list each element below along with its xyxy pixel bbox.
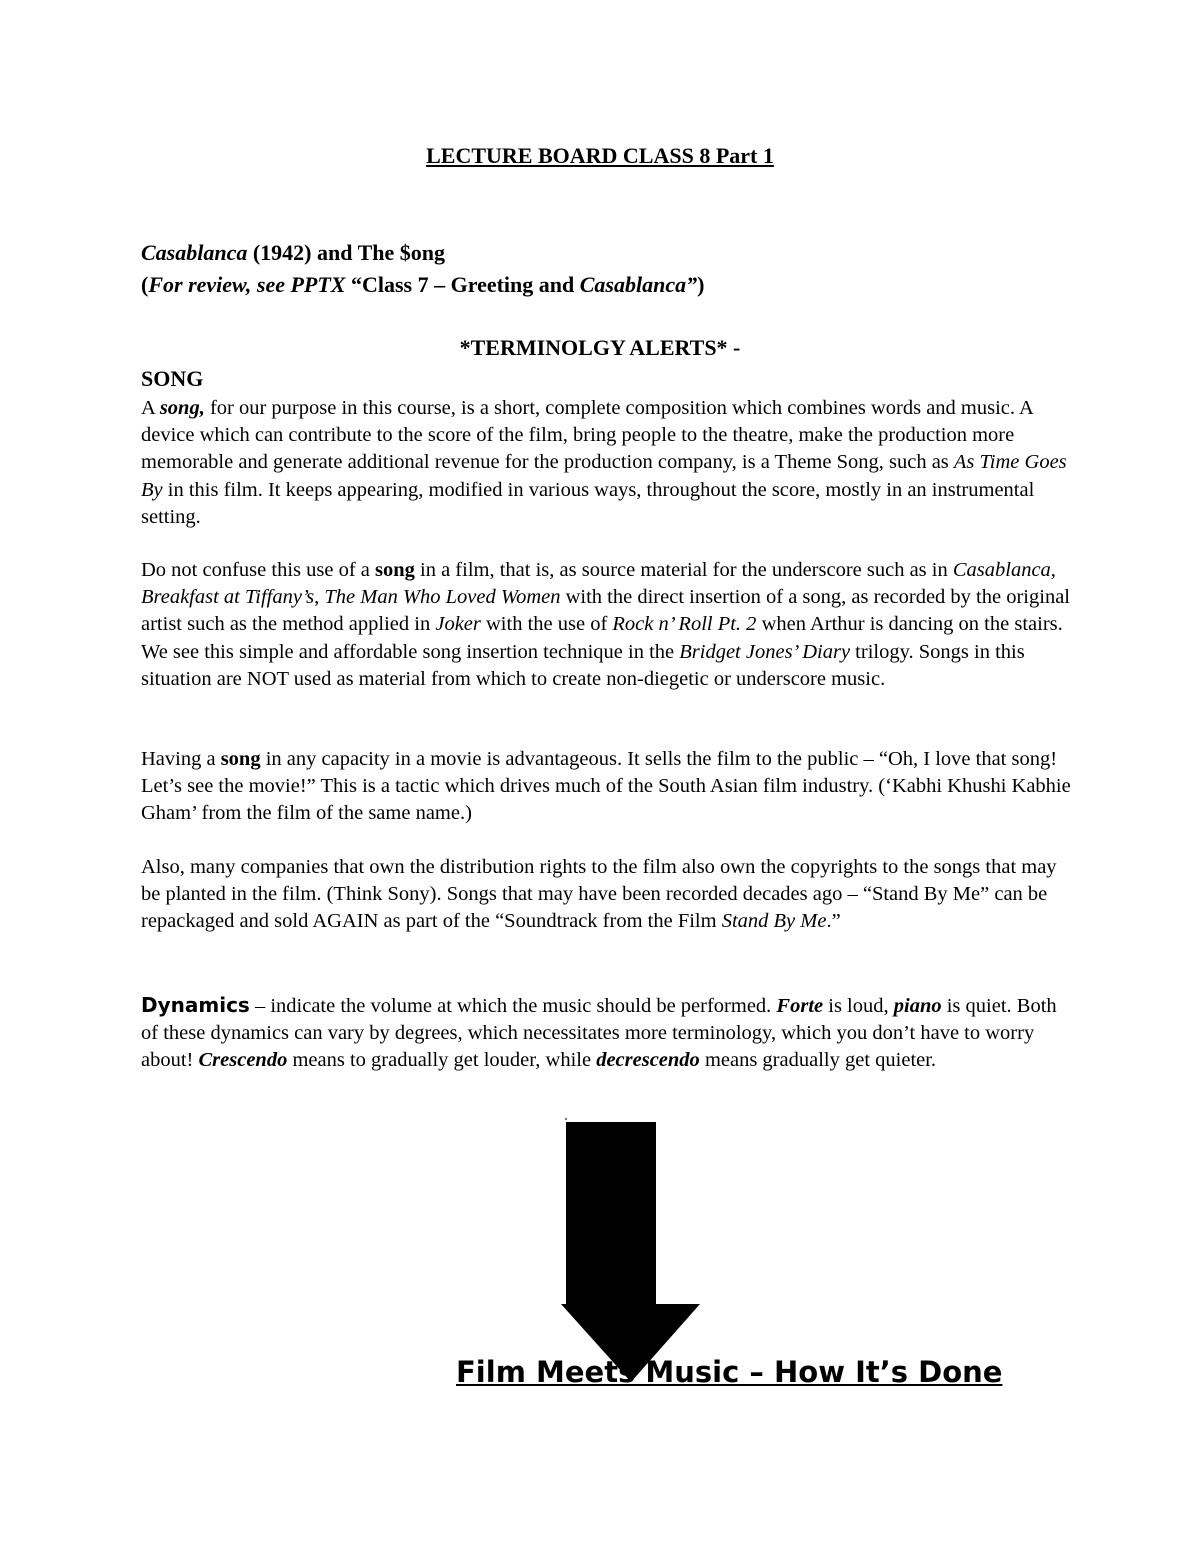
film-subtitle [141,240,445,266]
text-run: Do not confuse this use of a [141,559,375,581]
song-title: Rock n’ Roll Pt. 2 [612,613,757,636]
film-title: Casablanca [141,240,248,265]
film-title: Joker [435,613,481,636]
text-run: , [314,586,325,609]
text-run: Also, many companies that own the distribution rights to the film also own the copyrights to the songs that may be planted in the film. (Think Sony). Songs that may have been recorded decades ago – “Stand By Me” can be repackaged and sold AGAIN as part of the “Soundtrack from the Film [141,856,1057,933]
text-run: is quiet. Both of these dynamics can vary by degrees, which necessitates more terminology, which you don’t have to worry about! [141,995,1057,1072]
stray-dot [565,1118,567,1120]
song-insertion-paragraph [141,557,1071,693]
term-song: song [220,748,261,770]
review-lead: For review, see PPTX [148,272,346,297]
review-open: ( [141,272,149,297]
term-piano: piano [893,995,942,1017]
text-run: in this film. It keeps appearing, modified in various ways, throughout the score, mostly in an instrumental setting. [141,478,1035,528]
term-song: song, [159,397,205,419]
text-run: for our purpose in this course, is a short, complete composition which combines words and music. A device which can contribute to the score of the film, bring people to the theatre, make the production more memorable and generate additional revenue for the production company, is a Theme Song, such as [141,397,1033,474]
text-run: A [141,397,160,419]
dynamics-heading: Dynamics [141,993,250,1017]
term-decrescendo: decrescendo [596,1049,700,1072]
film-title: Stand By Me [721,910,827,933]
text-run: when Arthur is dancing on the stairs. We see this simple and affordable song insertion technique in the [141,613,1063,663]
song-heading: SONG [141,366,204,391]
text-run: means gradually get quieter. [699,1049,937,1072]
text-run: in a film, that is, as source material for the underscore such as in [414,559,953,581]
dynamics-paragraph [141,992,1071,1075]
terminology-alerts-heading: *TERMINOLGY ALERTS* - [459,335,741,360]
review-note [141,272,704,298]
text-run: in any capacity in a movie is advantageous. It sells the film to the public – “Oh, I love that song! Let’s see the movie!” This is a tactic which drives much of the South Asian film industry. (‘Kabhi Khushi Kabhie Gham’ from the film of the same name.) [141,748,1071,825]
text-run: Having a [141,748,221,770]
review-close: ) [697,272,705,297]
text-run: with the use of [480,613,613,636]
page-title: LECTURE BOARD CLASS 8 Part 1 [426,143,774,168]
film-title: The Man Who Loved Women [324,586,561,609]
copyright-paragraph [141,854,1071,936]
text-run: means to gradually get louder, while [287,1049,597,1072]
text-run: with the direct insertion of a song, as recorded by the original artist such as the method applied in [141,586,1070,636]
film-title: Bridget Jones’ Diary [679,640,851,663]
term-song: song [375,559,415,581]
text-run: .” [826,910,841,933]
footer-heading: Film Meets Music – How It’s Done [456,1355,1003,1389]
down-arrow-icon [561,1122,700,1382]
song-title: As Time Goes By [141,451,1067,501]
film-subtitle-rest: (1942) and The $ong [247,240,445,265]
text-run: – indicate the volume at which the music should be performed. [249,995,777,1017]
text-run: is loud, [823,995,894,1017]
text-run: trilogy. Songs in this situation are NOT used as material from which to create non-diegetic or underscore music. [141,640,1025,690]
term-crescendo: Crescendo [198,1049,288,1072]
review-mid: “Class 7 – Greeting and [345,272,580,297]
song-definition-paragraph [141,395,1071,531]
song-advantage-paragraph [141,746,1071,828]
film-title: Casablanca, Breakfast at Tiffany’s [141,559,1056,609]
review-film: Casablanca” [579,272,698,297]
term-forte: Forte [776,995,824,1017]
